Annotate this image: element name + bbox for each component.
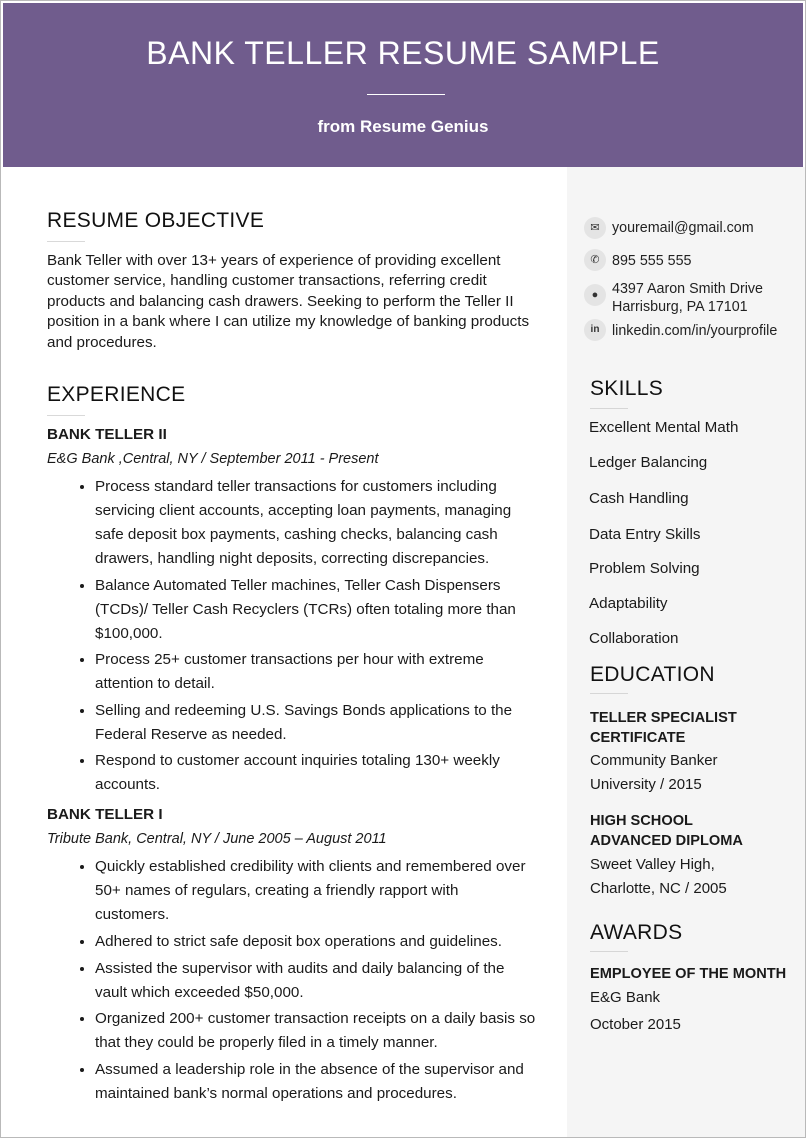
education-detail: University / 2015 xyxy=(590,776,702,793)
linkedin-icon: in xyxy=(584,319,606,341)
job-bullets xyxy=(47,475,557,797)
phone-icon: ✆ xyxy=(584,249,606,271)
main-column xyxy=(47,209,557,1108)
heading-divider xyxy=(47,241,85,242)
list-item: • Balance Automated Teller machines, Teller Cash Dispensers (TCDs)/ Teller Cash Recyclers (TCRs) often totaling more than $100,000. xyxy=(95,574,557,646)
list-item: • Assumed a leadership role in the absence of the supervisor and maintained bank’s normal operations and procedures. xyxy=(95,1058,557,1106)
email-text[interactable]: youremail@gmail.com xyxy=(612,220,754,236)
envelope-icon: ✉ xyxy=(584,217,606,239)
awards-heading: AWARDS xyxy=(590,921,683,944)
list-item: • Assisted the supervisor with audits and daily balancing of the vault which exceeded $50,000. xyxy=(95,957,557,1005)
address-line2: Harrisburg, PA 17101 xyxy=(612,299,748,315)
award-detail: October 2015 xyxy=(590,1016,681,1033)
heading-divider xyxy=(590,951,628,952)
skill-item: Ledger Balancing xyxy=(589,454,708,471)
page-title: BANK TELLER RESUME SAMPLE xyxy=(146,35,660,71)
list-item: • Organized 200+ customer transaction receipts on a daily basis so that they could be properly filed in a timely manner. xyxy=(95,1007,557,1055)
job-title: BANK TELLER I xyxy=(47,806,163,824)
list-item: • Quickly established credibility with clients and remembered over 50+ names of regulars, creating a friendly rapport with customers. xyxy=(95,855,557,927)
job-entry xyxy=(47,425,557,797)
skill-item: Problem Solving xyxy=(589,560,700,577)
address-line1: 4397 Aaron Smith Drive xyxy=(612,281,763,297)
education-detail: Sweet Valley High, xyxy=(590,856,715,873)
page-subtitle: from Resume Genius xyxy=(317,117,489,136)
location-pin-icon: ● xyxy=(584,284,606,306)
skills-heading: SKILLS xyxy=(590,377,664,400)
job-meta: Tribute Bank, Central, NY / June 2005 – August 2011 xyxy=(47,831,387,848)
skill-item: Collaboration xyxy=(589,630,679,647)
objective-heading: RESUME OBJECTIVE xyxy=(47,209,265,232)
education-detail: Charlotte, NC / 2005 xyxy=(590,880,727,897)
job-title: BANK TELLER II xyxy=(47,426,167,444)
award-detail: E&G Bank xyxy=(590,989,661,1006)
list-item: • Process standard teller transactions for customers including servicing client accounts, accepting loan payments, managing safe deposit box payments, cashing checks, balancing cash drawers, handling night deposits, correcting discrepancies. xyxy=(95,475,557,571)
education-title: HIGH SCHOOL xyxy=(590,813,693,829)
skill-item: Excellent Mental Math xyxy=(589,419,739,436)
education-title: TELLER SPECIALIST xyxy=(590,710,737,726)
objective-text: Bank Teller with over 13+ years of experience of providing excellent customer service, handling customer transactions, referring credit products and balancing cash drawers. Seeking to perform the Teller II position in a bank where I can utilize my knowledge of banking products and procedures. xyxy=(47,252,530,351)
skill-item: Adaptability xyxy=(589,595,668,612)
list-item: • Respond to customer account inquiries totaling 130+ weekly accounts. xyxy=(95,749,557,797)
education-title: CERTIFICATE xyxy=(590,730,686,746)
linkedin-text[interactable]: linkedin.com/in/yourprofile xyxy=(612,323,778,339)
list-item: • Selling and redeeming U.S. Savings Bonds applications to the Federal Reserve as needed. xyxy=(95,699,557,747)
heading-divider xyxy=(590,408,628,409)
skill-item: Data Entry Skills xyxy=(589,526,701,543)
job-entry xyxy=(47,805,557,1105)
heading-divider xyxy=(590,693,628,694)
phone-text[interactable]: 895 555 555 xyxy=(612,253,692,269)
education-title: ADVANCED DIPLOMA xyxy=(590,833,743,849)
job-bullets xyxy=(47,855,557,1105)
header-divider xyxy=(367,94,445,95)
experience-heading: EXPERIENCE xyxy=(47,383,186,407)
heading-divider xyxy=(47,415,85,416)
award-title: EMPLOYEE OF THE MONTH xyxy=(590,966,787,982)
education-heading: EDUCATION xyxy=(590,663,715,686)
skill-item: Cash Handling xyxy=(589,490,689,507)
list-item: • Process 25+ customer transactions per hour with extreme attention to detail. xyxy=(95,648,557,696)
education-detail: Community Banker xyxy=(590,752,718,769)
header-banner xyxy=(3,3,803,167)
list-item: • Adhered to strict safe deposit box operations and guidelines. xyxy=(95,930,557,954)
job-meta: E&G Bank ,Central, NY / September 2011 - Present xyxy=(47,451,379,468)
